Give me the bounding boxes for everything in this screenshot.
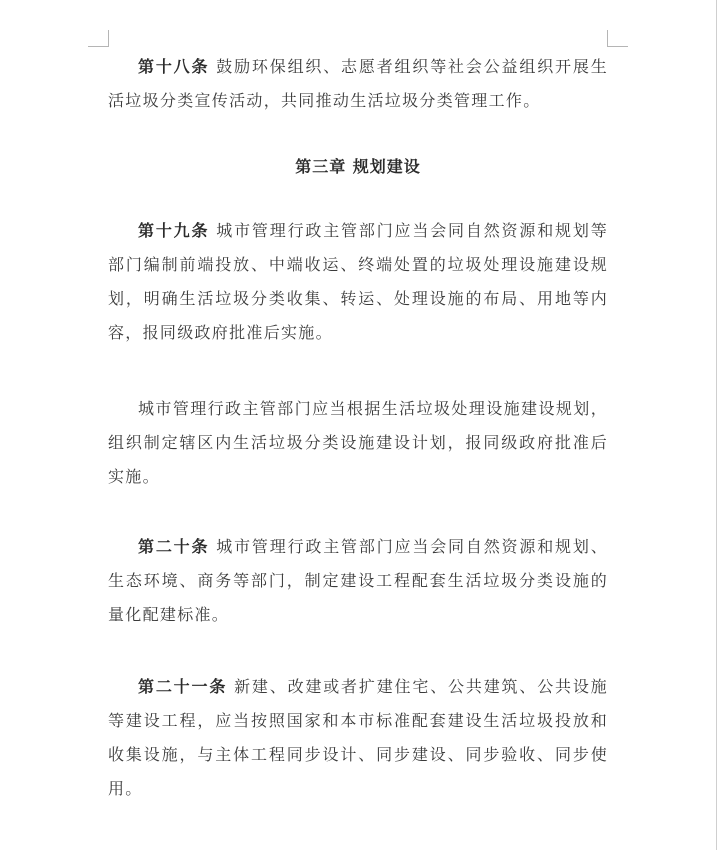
crop-mark-top-left xyxy=(88,30,109,47)
article-18-paragraph xyxy=(108,50,608,118)
article-21-paragraph xyxy=(108,670,608,806)
article-heading: 第十九条 xyxy=(138,221,210,240)
article-body: 新建、改建或者扩建住宅、公共建筑、公共设施等建设工程，应当按照国家和本市标准配套建设生活垃圾投放和收集设施，与主体工程同步设计、同步建设、同步验收、同步使用。 xyxy=(108,677,608,798)
article-20-paragraph xyxy=(108,530,608,632)
chapter-title: 第三章 规划建设 xyxy=(295,157,421,176)
article-heading: 第二十条 xyxy=(138,537,210,556)
article-body: 鼓励环保组织、志愿者组织等社会公益组织开展生活垃圾分类宣传活动，共同推动生活垃圾分类管理工作。 xyxy=(108,57,608,110)
crop-mark-top-right xyxy=(607,30,628,47)
article-body: 城市管理行政主管部门应当会同自然资源和规划等部门编制前端投放、中端收运、终端处置的垃圾处理设施建设规划，明确生活垃圾分类收集、转运、处理设施的布局、用地等内容，报同级政府批准后实施。 xyxy=(108,221,608,342)
article-heading: 第二十一条 xyxy=(138,677,228,696)
page-edge-divider xyxy=(716,0,717,850)
article-heading: 第十八条 xyxy=(138,57,210,76)
article-19-continuation-paragraph xyxy=(108,392,608,494)
article-body: 城市管理行政主管部门应当根据生活垃圾处理设施建设规划，组织制定辖区内生活垃圾分类设施建设计划，报同级政府批准后实施。 xyxy=(108,399,608,486)
article-body: 城市管理行政主管部门应当会同自然资源和规划、生态环境、商务等部门，制定建设工程配套生活垃圾分类设施的量化配建标准。 xyxy=(108,537,608,624)
article-19-paragraph xyxy=(108,214,608,350)
